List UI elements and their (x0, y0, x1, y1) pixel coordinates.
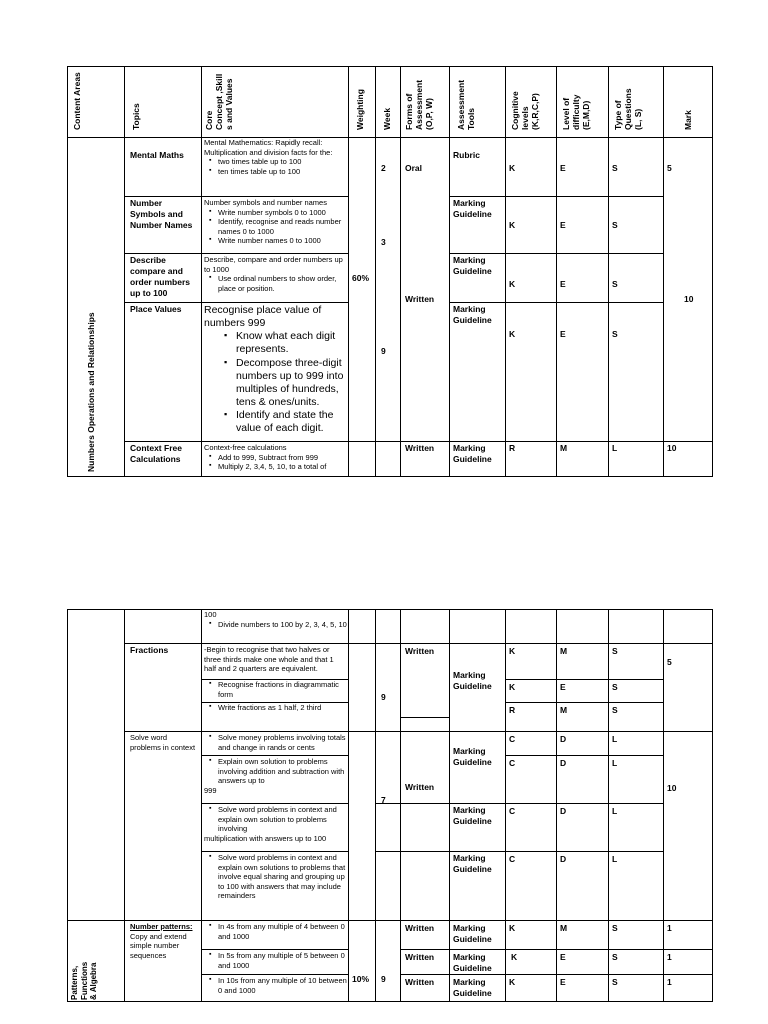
form-value: Written (405, 977, 435, 987)
mark-value: 1 (667, 977, 672, 987)
type-value: S (612, 329, 618, 339)
core-fractions-2: ▪ Recognise fractions in diagrammatic form (204, 680, 347, 699)
tool-value: Marking Guideline (453, 255, 492, 277)
week-value: 9 (381, 346, 386, 356)
type-value: S (612, 682, 618, 692)
header-core-concepts: Core Concept ,Skill s and Values (204, 73, 235, 130)
difficulty-value: E (560, 279, 566, 289)
header-weighting: Weighting (355, 89, 365, 130)
mark-value: 10 (667, 783, 677, 793)
difficulty-value: M (560, 646, 568, 656)
header-mark: Mark (683, 110, 693, 130)
tool-value: Marking Guideline (453, 853, 492, 875)
topic-place-values: Place Values (130, 304, 182, 314)
difficulty-value: D (560, 758, 567, 768)
core-pattern-3: ▪ In 10s from any multiple of 10 between 0 and 1000 (204, 976, 347, 995)
topic-fractions: Fractions (130, 645, 169, 655)
difficulty-value: E (560, 977, 566, 987)
week-value: 3 (381, 237, 386, 247)
cognitive-value: K (509, 977, 516, 987)
topic-describe-compare: Describe compare and order numbers up to 100 (130, 255, 190, 299)
type-value: S (612, 163, 618, 173)
mark-value: 1 (667, 952, 672, 962)
type-value: S (612, 220, 618, 230)
cognitive-value: K (509, 220, 516, 230)
difficulty-value: E (560, 329, 566, 339)
cognitive-value: K (509, 279, 516, 289)
core-word-4: ▪ Solve word problems in context and explain own solutions to problems that involve equal sharing and grouping up to 100 with answers that may include remainders (204, 853, 347, 901)
cognitive-value: C (509, 758, 516, 768)
cognitive-value: K (509, 646, 516, 656)
tool-value: Marking Guideline (453, 805, 492, 827)
weighting-value: 60% (352, 273, 370, 283)
week-value: 7 (381, 795, 386, 805)
core-place-values: Recognise place value of numbers 999 ▪ Know what each digit represents. ▪ Decompose three-digit numbers up to 999 into multiples of hundreds, tens & ones/units. ▪ Identify and state the value of each digit. (204, 304, 347, 435)
week-value: 2 (381, 163, 386, 173)
difficulty-value: M (560, 923, 568, 933)
form-value: Written (405, 294, 435, 304)
core-continuation: 100 ▪ Divide numbers to 100 by 2, 3, 4, 5, 10 (204, 610, 347, 629)
mark-value: 10 (684, 294, 694, 304)
topic-number-symbols: Number Symbols and Number Names (130, 198, 193, 231)
tool-value: Marking Guideline (453, 443, 492, 465)
weighting-value: 10% (352, 974, 370, 984)
header-type-of-questions: Type of Questions (L, S) (613, 88, 644, 130)
mark-value: 5 (667, 163, 672, 173)
tool-value: Marking Guideline (453, 670, 492, 692)
header-cognitive-levels: Cognitive levels (K,R,C,P) (510, 91, 541, 130)
difficulty-value: E (560, 220, 566, 230)
form-value: Written (405, 923, 435, 933)
header-topics: Topics (131, 103, 141, 130)
content-area-numbers: Numbers Operations and Relationships (86, 312, 96, 472)
type-value: L (612, 734, 618, 744)
form-value: Written (405, 646, 435, 656)
type-value: S (612, 646, 618, 656)
core-word-2: ▪ Explain own solution to problems involving addition and subtraction with answers up to 999 (204, 757, 347, 795)
core-describe-compare: Describe, compare and order numbers up to 1000 ▪ Use ordinal numbers to show order, place or position. (204, 255, 347, 293)
header-content-areas: Content Areas (72, 72, 82, 130)
cognitive-value: R (509, 705, 516, 715)
header-level-of-difficulty: Level of difficulty (E,M,D) (561, 94, 592, 130)
difficulty-value: E (560, 952, 566, 962)
type-value: L (612, 854, 618, 864)
content-area-patterns: Patterns, Functions & Algebra (70, 961, 99, 1000)
type-value: L (612, 443, 618, 453)
core-word-1: ▪ Solve money problems involving totals and change in rands or cents (204, 733, 347, 752)
difficulty-value: D (560, 854, 567, 864)
cognitive-value: C (509, 734, 516, 744)
mark-value: 1 (667, 923, 672, 933)
header-forms-of-assessment: Forms of Assessment (O,P, W) (404, 79, 435, 130)
header-week: Week (382, 107, 392, 130)
difficulty-value: M (560, 443, 568, 453)
core-pattern-1: ▪ In 4s from any multiple of 4 between 0 and 1000 (204, 922, 347, 941)
cognitive-value: C (509, 806, 516, 816)
core-mental-maths: Mental Mathematics: Rapidly recall: Multiplication and division facts for the: ▪ two times table up to 100 ▪ ten times table up to 100 (204, 138, 347, 176)
week-value: 9 (381, 974, 386, 984)
mark-value: 5 (667, 657, 672, 667)
cognitive-value: R (509, 443, 516, 453)
core-word-3: ▪ Solve word problems in context and explain own solution to problems involving multiplication with answers up to 100 (204, 805, 347, 843)
difficulty-value: M (560, 705, 568, 715)
form-value: Written (405, 782, 435, 792)
form-value: Oral (405, 163, 423, 173)
difficulty-value: E (560, 163, 566, 173)
mark-value: 10 (667, 443, 677, 453)
tool-value: Marking Guideline (453, 923, 492, 945)
difficulty-value: D (560, 806, 567, 816)
header-assessment-tools: Assessment Tools (456, 79, 477, 130)
type-value: S (612, 923, 618, 933)
tool-value: Marking Guideline (453, 304, 492, 326)
tool-value: Marking Guideline (453, 198, 492, 220)
tool-value: Rubric (453, 150, 480, 160)
form-value: Written (405, 443, 435, 453)
difficulty-value: D (560, 734, 567, 744)
core-number-symbols: Number symbols and number names ▪ Write number symbols 0 to 1000 ▪ Identify, recognise and reads number names 0 to 1000 ▪ Write number names 0 to 1000 (204, 198, 347, 246)
tool-value: Marking Guideline (453, 746, 492, 768)
type-value: S (612, 952, 618, 962)
type-value: S (612, 705, 618, 715)
topic-number-patterns: Number patterns: Copy and extend simple number sequences (130, 922, 193, 960)
tool-value: Marking Guideline (453, 952, 492, 974)
type-value: S (612, 279, 618, 289)
core-fractions-3: ▪ Write fractions as 1 half, 2 third (204, 703, 347, 713)
topic-mental-maths: Mental Maths (130, 150, 184, 160)
type-value: L (612, 806, 618, 816)
core-fractions-1: -Begin to recognise that two halves or three thirds make one whole and that 1 half and 2 quarters are equivalent. (204, 645, 334, 674)
topic-word-problems: Solve word problems in context (130, 733, 196, 752)
core-pattern-2: ▪ In 5s from any multiple of 5 between 0 and 1000 (204, 951, 347, 970)
topic-context-free: Context Free Calculations (130, 443, 182, 465)
cognitive-value: K (511, 952, 518, 962)
type-value: L (612, 758, 618, 768)
difficulty-value: E (560, 682, 566, 692)
core-context-free: Context-free calculations ▪ Add to 999, Subtract from 999 ▪ Multiply 2, 3,4, 5, 10, to a total of (204, 443, 347, 472)
cognitive-value: K (509, 923, 516, 933)
week-value: 9 (381, 692, 386, 702)
form-value: Written (405, 952, 435, 962)
tool-value: Marking Guideline (453, 977, 492, 999)
cognitive-value: K (509, 682, 516, 692)
cognitive-value: K (509, 163, 516, 173)
type-value: S (612, 977, 618, 987)
cognitive-value: C (509, 854, 516, 864)
cognitive-value: K (509, 329, 516, 339)
